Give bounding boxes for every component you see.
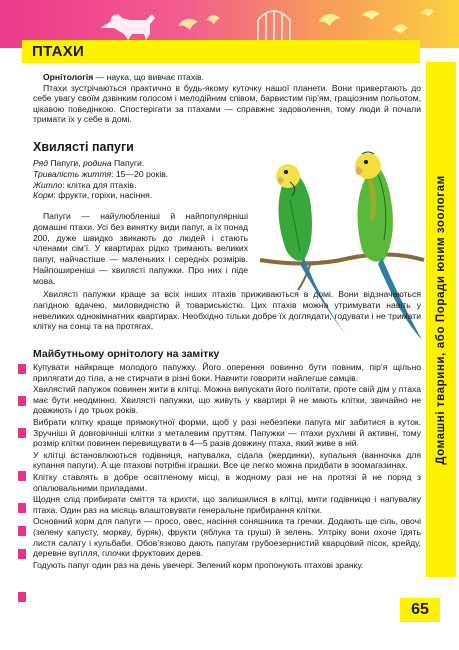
page-number: 65 <box>400 598 440 622</box>
tip-marker <box>18 471 26 481</box>
tip-marker <box>18 592 26 602</box>
tip-marker <box>18 549 26 559</box>
intro-definition: — наука, що вивчає птахів. <box>93 72 204 82</box>
tip-marker <box>18 396 26 406</box>
dog-icon <box>100 14 155 40</box>
fact-food: Корм: фрукти, горіхи, насіння. <box>33 190 153 201</box>
fact-housing: Житло: клітка для птахів. <box>33 179 137 190</box>
paragraph-popular: Папуги — найулюбленіші й найпопулярніші домашні птахи. Усі без винятку види папуг, а їх понад 200, дуже швидко звикають до людей і стають членами сім’ї. У квартирах рідко тримають великих папуг, найчастіше — маленьких і середніх розмірів. Найпоширеніші — хвилясті папужки. Про них і піде мова. <box>33 211 248 286</box>
tip-marker <box>18 526 26 536</box>
side-label: Домашні тварини, або Поради юним зоологам <box>435 175 447 465</box>
intro-term: Орнітологія <box>43 72 94 82</box>
tips-list <box>33 362 421 571</box>
tip-marker <box>18 428 26 438</box>
intro-paragraph: Птахи зустрічаються практично в будь-якому куточку нашої планети. Вони привертають до себе увагу своїм дзвінким голосом і мелодійним співом, барвистим пір’ям, граціозним польотом, цікавою поведінкою. Спостерігати за птахами — справжнє задоволення, тому люди й почали тримати їх у себе в домі. <box>33 82 421 125</box>
tip-marker <box>18 364 26 374</box>
bird-icon <box>318 9 435 34</box>
tips-heading: Майбутньому орнітологу на замітку <box>33 348 220 360</box>
fact-order: Ряд Папуги, родина Папуги. <box>33 158 145 168</box>
tip-marker <box>18 503 26 513</box>
tip-item: У клітці встановлюються годівниця, напувалка, сідала (жердинки), купальня (ванночка для купання папуги). А ще птахові потрібні іграшки. Все це легко можна придбати в зоомагазинах. <box>33 449 421 471</box>
facts-list <box>33 158 233 201</box>
tip-item: Вибрати клітку краще прямокутної форми, щоб у разі небезпеки папуга міг забитися в куток. Зручніші й довговічніші клітки з металевим пруттям. Папужки — птахи рухливі й активні, тому розмір клітки повинен перевищувати в 4—5 разів довжину птаха, який живе в ній. <box>33 416 421 449</box>
tip-item: Основний корм для папуги — просо, овес, насіння соняшника та гречки. Додають ще сіль, овочі (зелену капусту, моркву, буряк), фрукти (яблука та груші) й зелень. Ултріку вони охоче їдять листя салату і кульбаби. Обов’язково дають папугам грубоезернистий кварцовий пісок, крейду, деревне вугілля, гілочки фруктових дерев. <box>33 516 421 559</box>
page-title: ПТАХИ <box>32 43 85 60</box>
tip-item: Клітку ставлять в добре освітленому місці, в жодному разі не на протязі й не поряд з опалювальними приладами. <box>33 471 421 493</box>
intro-block <box>33 72 421 125</box>
tip-item: Хвилястий папужок повинен жити в клітці. Можна випускати його політати, проте свій дім у птаха має бути неодмінно. Хвилясті папужки, що живуть у квартирі й не мають клітки, звичайно не довжиють і до трьох років. <box>33 384 421 416</box>
bird-icon <box>178 15 220 30</box>
tip-item: Щодня слід прибирати сміття та крихти, що залишилися в клітці, мити годівницю і напувалку птаха. Один раз на місяць влаштовувати генеральне прибирання клітки. <box>33 494 421 515</box>
section-heading: Хвилясті папуги <box>33 140 134 154</box>
fact-lifespan: Тривалість життя: 15—20 років. <box>33 168 169 179</box>
tip-item: Годують папуг один раз на день увечері. Зелений корм пропонують птахові зранку. <box>33 559 364 570</box>
paragraph-care: Хвилясті папужки краще за всіх інших птахів приживаються в домі. Вони відзначаються лагідною вдачею, миловидністю й товариськістю. Цих птахів можна утримувати навіть у невеликих однокімнатних квартирах. Необхідно тільки добре їх доглядати, годувати і не тримати клітку на сонці та на протягах. <box>33 289 421 332</box>
tip-item: Купувати найкраще молодого папужку. Його оперення повинно бути повним, пір’я щільно прилягати до тіла, а не стирчати в різні боки. Навчити говорити найлегше самців. <box>33 362 421 383</box>
